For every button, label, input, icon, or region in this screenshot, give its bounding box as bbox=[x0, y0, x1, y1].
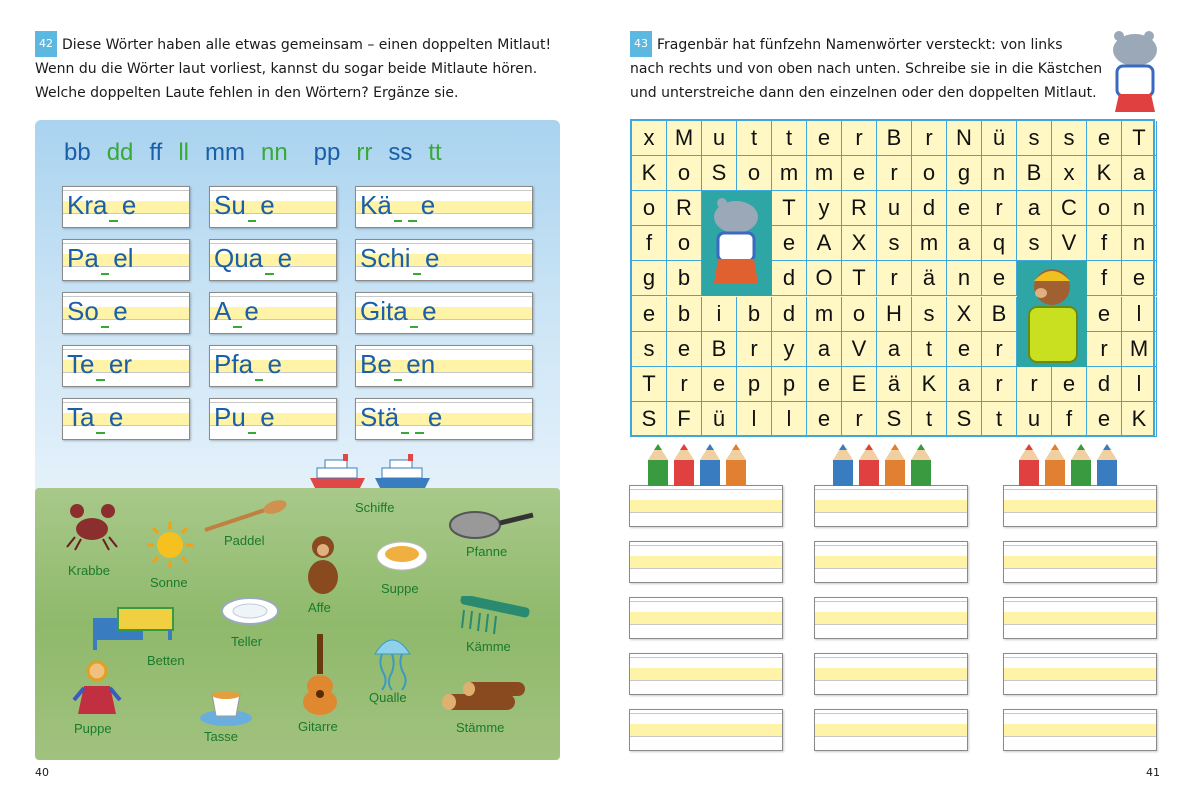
answer-box[interactable] bbox=[1003, 709, 1157, 751]
grid-letter-cell[interactable]: a bbox=[1017, 191, 1052, 226]
grid-letter-cell[interactable]: e bbox=[982, 261, 1017, 296]
grid-letter-cell[interactable]: y bbox=[807, 191, 842, 226]
letter-pair: ll bbox=[178, 139, 189, 166]
grid-letter-cell[interactable]: M bbox=[667, 121, 702, 156]
grid-letter-cell[interactable]: t bbox=[737, 121, 772, 156]
letter-pairs-row bbox=[64, 139, 544, 167]
instruction-line: Wenn du die Wörter laut vorliest, kannst du sogar beide Mitlaute hören. bbox=[35, 61, 538, 77]
word-card[interactable] bbox=[62, 345, 190, 387]
grid-letter-cell[interactable]: F bbox=[667, 402, 702, 437]
answer-box[interactable] bbox=[814, 541, 968, 583]
word-fragment: Stä e bbox=[360, 402, 443, 432]
grid-letter-cell[interactable]: S bbox=[632, 402, 667, 437]
picture-label: Affe bbox=[308, 600, 331, 615]
grid-letter-cell[interactable]: B bbox=[877, 121, 912, 156]
grid-letter-cell[interactable]: n bbox=[1122, 226, 1157, 261]
word-fragment: Schi e bbox=[360, 243, 440, 273]
grid-letter-cell[interactable]: e bbox=[772, 226, 807, 261]
grid-letter-cell[interactable]: a bbox=[947, 367, 982, 402]
grid-letter-cell[interactable]: T bbox=[842, 261, 877, 296]
grid-letter-cell[interactable]: M bbox=[1122, 332, 1157, 367]
word-card[interactable] bbox=[62, 292, 190, 334]
grid-letter-cell[interactable]: x bbox=[632, 121, 667, 156]
picture-label: Gitarre bbox=[298, 719, 338, 734]
word-fragment: Pu e bbox=[214, 402, 275, 432]
grid-letter-cell[interactable]: a bbox=[947, 226, 982, 261]
instruction-line: nach rechts und von oben nach unten. Schreibe sie in die Kästchen bbox=[630, 61, 1103, 77]
grid-letter-cell[interactable]: X bbox=[947, 297, 982, 332]
picture-label: Pfanne bbox=[466, 544, 508, 559]
blank-marker bbox=[233, 326, 241, 328]
answer-box[interactable] bbox=[629, 597, 783, 639]
grid-letter-cell[interactable]: a bbox=[807, 332, 842, 367]
grid-letter-cell[interactable]: t bbox=[772, 121, 807, 156]
word-card[interactable] bbox=[209, 345, 337, 387]
grid-letter-cell[interactable]: m bbox=[772, 156, 807, 191]
grid-letter-cell[interactable]: A bbox=[807, 226, 842, 261]
word-card[interactable] bbox=[209, 186, 337, 228]
grid-letter-cell[interactable]: N bbox=[947, 121, 982, 156]
grid-letter-cell[interactable]: r bbox=[982, 332, 1017, 367]
grid-letter-cell[interactable]: l bbox=[1122, 297, 1157, 332]
instruction-line: Fragenbär hat fünfzehn Namenwörter versteckt: von links bbox=[657, 37, 1063, 53]
grid-letter-cell[interactable]: r bbox=[982, 191, 1017, 226]
picture-label: Sonne bbox=[150, 575, 188, 590]
grid-letter-cell[interactable]: m bbox=[807, 297, 842, 332]
beds-icon bbox=[88, 598, 178, 653]
grid-letter-cell[interactable]: s bbox=[1017, 226, 1052, 261]
grid-letter-cell[interactable]: T bbox=[772, 191, 807, 226]
grid-letter-cell[interactable]: d bbox=[1087, 367, 1122, 402]
instruction-line: und unterstreiche dann den einzelnen oder den doppelten Mitlaut. bbox=[630, 85, 1097, 101]
monkey-icon bbox=[298, 533, 348, 597]
hippo-picture-cell bbox=[702, 191, 772, 296]
grid-letter-cell[interactable]: ü bbox=[702, 402, 737, 437]
grid-letter-cell[interactable]: o bbox=[632, 191, 667, 226]
pan-icon bbox=[445, 505, 535, 543]
page-number-left: 40 bbox=[35, 766, 49, 779]
grid-letter-cell[interactable]: V bbox=[842, 332, 877, 367]
grid-letter-cell[interactable]: s bbox=[1052, 121, 1087, 156]
picture-label: Paddel bbox=[224, 533, 265, 548]
word-fragment: Kä e bbox=[360, 190, 436, 220]
grid-letter-cell[interactable]: r bbox=[877, 156, 912, 191]
blank-marker bbox=[96, 432, 104, 434]
grid-letter-cell[interactable]: e bbox=[1087, 297, 1122, 332]
grid-letter-cell[interactable]: i bbox=[702, 297, 737, 332]
grid-letter-cell[interactable]: p bbox=[772, 367, 807, 402]
word-card[interactable] bbox=[355, 239, 533, 281]
letter-pair: dd bbox=[106, 139, 134, 166]
word-fragment: Ta e bbox=[67, 402, 124, 432]
grid-letter-cell[interactable]: r bbox=[1087, 332, 1122, 367]
picture-label: Tasse bbox=[204, 729, 238, 744]
grid-letter-cell[interactable]: ü bbox=[982, 121, 1017, 156]
grid-letter-cell[interactable]: K bbox=[632, 156, 667, 191]
answer-box[interactable] bbox=[814, 709, 968, 751]
grid-letter-cell[interactable]: a bbox=[1122, 156, 1157, 191]
grid-letter-cell[interactable]: O bbox=[807, 261, 842, 296]
word-fragment: So e bbox=[67, 296, 128, 326]
grid-letter-cell[interactable]: f bbox=[1052, 402, 1087, 437]
grid-letter-cell[interactable]: r bbox=[982, 367, 1017, 402]
blank-marker bbox=[394, 220, 402, 222]
grid-letter-cell[interactable]: b bbox=[737, 297, 772, 332]
word-card[interactable] bbox=[209, 239, 337, 281]
grid-letter-cell[interactable]: o bbox=[667, 156, 702, 191]
grid-letter-cell[interactable]: e bbox=[667, 332, 702, 367]
grid-letter-cell[interactable]: t bbox=[912, 402, 947, 437]
blank-marker bbox=[255, 379, 263, 381]
blank-marker bbox=[96, 379, 104, 381]
grid-letter-cell[interactable]: s bbox=[912, 297, 947, 332]
paddle-icon bbox=[200, 498, 290, 534]
grid-letter-cell[interactable]: u bbox=[877, 191, 912, 226]
grid-letter-cell[interactable]: o bbox=[667, 226, 702, 261]
grid-letter-cell[interactable]: s bbox=[877, 226, 912, 261]
word-card[interactable] bbox=[62, 398, 190, 440]
letter-pair: bb bbox=[64, 139, 91, 166]
letter-pair: tt bbox=[428, 139, 442, 166]
picture-label: Teller bbox=[231, 634, 263, 649]
grid-letter-cell[interactable]: K bbox=[1087, 156, 1122, 191]
blank-marker bbox=[109, 220, 117, 222]
grid-letter-cell[interactable]: o bbox=[842, 297, 877, 332]
bear-picture-cell bbox=[1017, 261, 1087, 366]
grid-letter-cell[interactable]: S bbox=[877, 402, 912, 437]
colored-pencils-icon bbox=[1015, 444, 1135, 488]
picture-label: Schiffe bbox=[355, 500, 395, 515]
blank-marker bbox=[101, 273, 109, 275]
blank-marker bbox=[265, 273, 273, 275]
grid-letter-cell[interactable]: n bbox=[982, 156, 1017, 191]
grid-letter-cell[interactable]: d bbox=[772, 261, 807, 296]
grid-letter-cell[interactable]: t bbox=[912, 332, 947, 367]
grid-letter-cell[interactable]: S bbox=[947, 402, 982, 437]
word-card[interactable] bbox=[355, 345, 533, 387]
answer-box[interactable] bbox=[1003, 541, 1157, 583]
grid-letter-cell[interactable]: T bbox=[1122, 121, 1157, 156]
word-fragment: A e bbox=[214, 296, 259, 326]
answer-box[interactable] bbox=[629, 541, 783, 583]
grid-letter-cell[interactable]: e bbox=[807, 121, 842, 156]
grid-letter-cell[interactable]: ä bbox=[877, 367, 912, 402]
answer-box[interactable] bbox=[629, 653, 783, 695]
grid-letter-cell[interactable]: R bbox=[842, 191, 877, 226]
grid-letter-cell[interactable]: u bbox=[1017, 402, 1052, 437]
grid-letter-cell[interactable]: f bbox=[1087, 226, 1122, 261]
grid-letter-cell[interactable]: t bbox=[982, 402, 1017, 437]
grid-letter-cell[interactable]: T bbox=[632, 367, 667, 402]
crab-icon bbox=[65, 497, 120, 552]
grid-letter-cell[interactable]: s bbox=[632, 332, 667, 367]
word-card[interactable] bbox=[62, 239, 190, 281]
grid-letter-cell[interactable]: l bbox=[1122, 367, 1157, 402]
jellyfish-icon bbox=[370, 632, 415, 692]
word-card[interactable] bbox=[355, 292, 533, 334]
grid-letter-cell[interactable]: b bbox=[667, 261, 702, 296]
word-fragment: Kra e bbox=[67, 190, 137, 220]
letter-pair: mm bbox=[204, 139, 245, 166]
grid-letter-cell[interactable]: p bbox=[737, 367, 772, 402]
grid-letter-cell[interactable]: B bbox=[982, 297, 1017, 332]
task-43-instruction bbox=[630, 31, 1120, 105]
answer-box[interactable] bbox=[1003, 485, 1157, 527]
guitar-icon bbox=[298, 634, 342, 716]
soup-icon bbox=[375, 528, 430, 576]
grid-letter-cell[interactable]: u bbox=[702, 121, 737, 156]
grid-letter-cell[interactable]: C bbox=[1052, 191, 1087, 226]
grid-letter-cell[interactable]: e bbox=[947, 191, 982, 226]
grid-letter-cell[interactable]: K bbox=[912, 367, 947, 402]
grid-letter-cell[interactable]: e bbox=[1052, 367, 1087, 402]
word-fragment: Pa el bbox=[67, 243, 134, 273]
letter-pair: nn bbox=[260, 139, 288, 166]
grid-letter-cell[interactable]: f bbox=[1087, 261, 1122, 296]
grid-letter-cell[interactable]: x bbox=[1052, 156, 1087, 191]
task-number-badge: 42 bbox=[35, 31, 57, 57]
colored-pencils-icon bbox=[644, 444, 764, 488]
grid-letter-cell[interactable]: R bbox=[667, 191, 702, 226]
blank-marker bbox=[248, 220, 256, 222]
blank-marker bbox=[401, 432, 409, 434]
grid-letter-cell[interactable]: r bbox=[737, 332, 772, 367]
picture-label: Kämme bbox=[466, 639, 511, 654]
word-card[interactable] bbox=[62, 186, 190, 228]
grid-letter-cell[interactable]: o bbox=[912, 156, 947, 191]
grid-letter-cell[interactable]: s bbox=[1017, 121, 1052, 156]
grid-letter-cell[interactable]: V bbox=[1052, 226, 1087, 261]
blank-marker bbox=[415, 432, 423, 434]
plate-icon bbox=[220, 596, 280, 626]
picture-label: Betten bbox=[147, 653, 185, 668]
picture-label: Stämme bbox=[456, 720, 505, 735]
grid-letter-cell[interactable]: e bbox=[807, 402, 842, 437]
word-fragment: Qua e bbox=[214, 243, 293, 273]
grid-letter-cell[interactable]: a bbox=[877, 332, 912, 367]
answer-box[interactable] bbox=[1003, 653, 1157, 695]
grid-letter-cell[interactable]: n bbox=[1122, 191, 1157, 226]
grid-letter-cell[interactable]: X bbox=[842, 226, 877, 261]
grid-letter-cell[interactable]: e bbox=[807, 367, 842, 402]
grid-letter-cell[interactable]: q bbox=[982, 226, 1017, 261]
picture-label: Puppe bbox=[74, 721, 112, 736]
grid-letter-cell[interactable]: o bbox=[737, 156, 772, 191]
grid-letter-cell[interactable]: r bbox=[912, 121, 947, 156]
grid-letter-cell[interactable]: K bbox=[1122, 402, 1157, 437]
grid-letter-cell[interactable]: d bbox=[912, 191, 947, 226]
grid-letter-cell[interactable]: r bbox=[877, 261, 912, 296]
blank-marker bbox=[101, 326, 109, 328]
letter-pair: pp bbox=[313, 139, 341, 166]
word-search-grid bbox=[630, 119, 1155, 437]
grid-letter-cell[interactable]: f bbox=[632, 226, 667, 261]
sun-icon bbox=[145, 520, 195, 570]
grid-letter-cell[interactable]: r bbox=[667, 367, 702, 402]
letter-pair: ff bbox=[149, 139, 163, 166]
grid-letter-cell[interactable]: d bbox=[772, 297, 807, 332]
task-42-instruction bbox=[35, 31, 575, 105]
answer-box[interactable] bbox=[814, 597, 968, 639]
grid-letter-cell[interactable]: m bbox=[807, 156, 842, 191]
colored-pencils-icon bbox=[829, 444, 949, 488]
picture-label: Krabbe bbox=[68, 563, 110, 578]
grid-letter-cell[interactable]: g bbox=[632, 261, 667, 296]
word-fragment: Su e bbox=[214, 190, 275, 220]
grid-letter-cell[interactable]: B bbox=[702, 332, 737, 367]
grid-letter-cell[interactable]: o bbox=[1087, 191, 1122, 226]
grid-letter-cell[interactable]: S bbox=[702, 156, 737, 191]
grid-letter-cell[interactable]: ä bbox=[912, 261, 947, 296]
picture-label: Qualle bbox=[369, 690, 407, 705]
grid-letter-cell[interactable]: e bbox=[947, 332, 982, 367]
cup-icon bbox=[198, 684, 254, 728]
ships-illustration bbox=[305, 450, 435, 492]
letter-pair: rr bbox=[356, 139, 373, 166]
word-fragment: Gita e bbox=[360, 296, 437, 326]
task-number-badge: 43 bbox=[630, 31, 652, 57]
blank-marker bbox=[394, 379, 402, 381]
grid-letter-cell[interactable]: y bbox=[772, 332, 807, 367]
grid-letter-cell[interactable]: B bbox=[1017, 156, 1052, 191]
combs-icon bbox=[450, 596, 535, 636]
word-fragment: Be en bbox=[360, 349, 436, 379]
grid-letter-cell[interactable]: r bbox=[1017, 367, 1052, 402]
grid-letter-cell[interactable]: n bbox=[947, 261, 982, 296]
grid-letter-cell[interactable]: E bbox=[842, 367, 877, 402]
grid-letter-cell[interactable]: g bbox=[947, 156, 982, 191]
grid-letter-cell[interactable]: e bbox=[842, 156, 877, 191]
word-card[interactable] bbox=[355, 186, 533, 228]
doll-icon bbox=[72, 658, 122, 722]
grid-letter-cell[interactable]: r bbox=[842, 121, 877, 156]
grid-letter-cell[interactable]: b bbox=[667, 297, 702, 332]
answer-box[interactable] bbox=[629, 485, 783, 527]
answer-box[interactable] bbox=[1003, 597, 1157, 639]
answer-box[interactable] bbox=[629, 709, 783, 751]
grid-letter-cell[interactable]: r bbox=[842, 402, 877, 437]
instruction-line: Diese Wörter haben alle etwas gemeinsam – einen doppelten Mitlaut! bbox=[62, 37, 552, 53]
picture-label: Suppe bbox=[381, 581, 419, 596]
blank-marker bbox=[410, 326, 418, 328]
logs-icon bbox=[435, 680, 530, 720]
grid-letter-cell[interactable]: l bbox=[772, 402, 807, 437]
word-card[interactable] bbox=[209, 292, 337, 334]
grid-letter-cell[interactable]: e bbox=[702, 367, 737, 402]
grid-letter-cell[interactable]: l bbox=[737, 402, 772, 437]
grid-letter-cell[interactable]: e bbox=[632, 297, 667, 332]
word-card[interactable] bbox=[209, 398, 337, 440]
blank-marker bbox=[413, 273, 421, 275]
instruction-line: Welche doppelten Laute fehlen in den Wörtern? Ergänze sie. bbox=[35, 85, 459, 101]
letter-pair: ss bbox=[388, 139, 413, 166]
grid-letter-cell[interactable]: e bbox=[1087, 402, 1122, 437]
blank-marker bbox=[248, 432, 256, 434]
grid-letter-cell[interactable]: m bbox=[912, 226, 947, 261]
grid-letter-cell[interactable]: e bbox=[1122, 261, 1157, 296]
word-fragment: Te er bbox=[67, 349, 133, 379]
answer-box[interactable] bbox=[814, 653, 968, 695]
blank-marker bbox=[408, 220, 416, 222]
grid-letter-cell[interactable]: H bbox=[877, 297, 912, 332]
hippo-mascot-icon bbox=[1105, 28, 1167, 120]
word-fragment: Pfa e bbox=[214, 349, 282, 379]
page-number-right: 41 bbox=[1146, 766, 1160, 779]
grid-letter-cell[interactable]: e bbox=[1087, 121, 1122, 156]
answer-box[interactable] bbox=[814, 485, 968, 527]
word-card[interactable] bbox=[355, 398, 533, 440]
